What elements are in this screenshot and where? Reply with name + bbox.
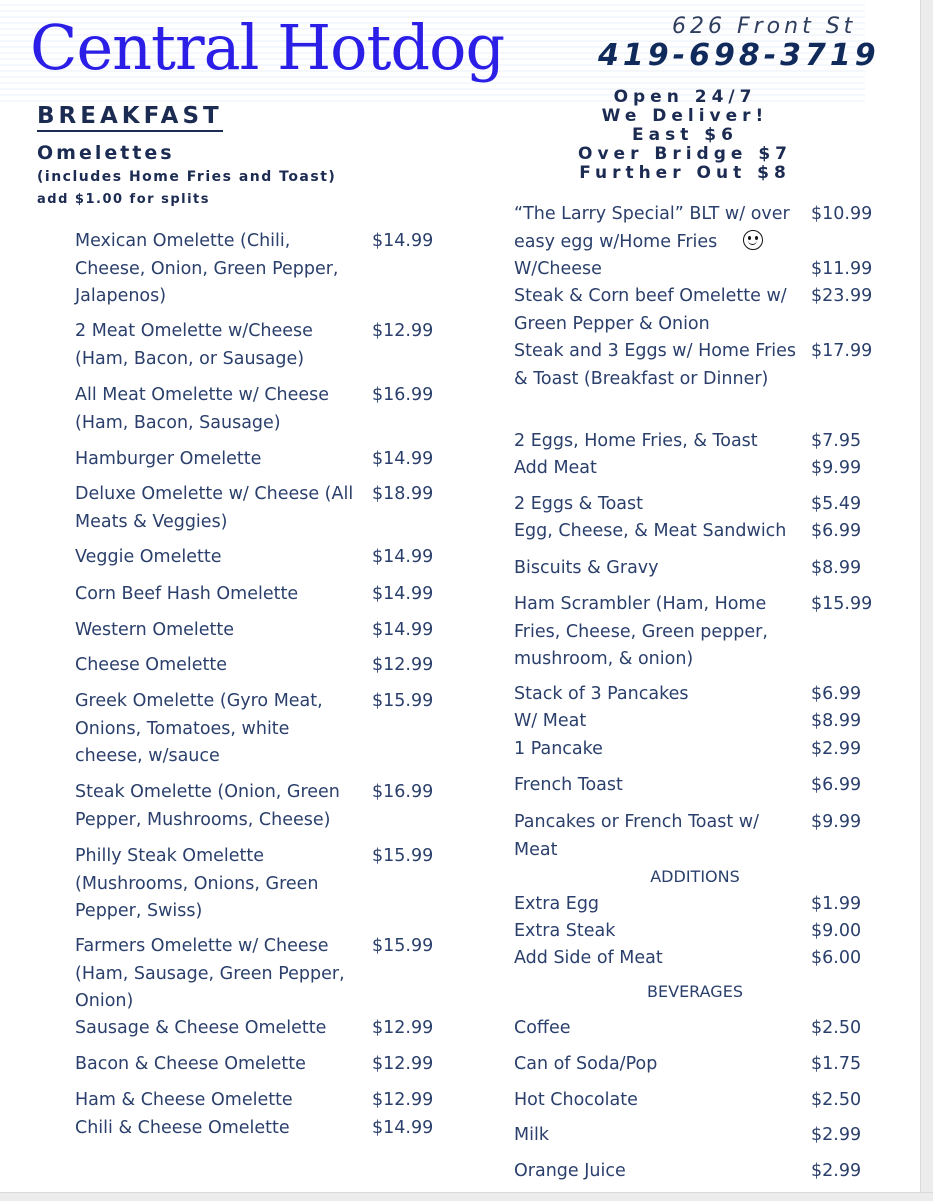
beverages-heading: BEVERAGES	[647, 982, 743, 1001]
item-name: Ham Scrambler (Ham, Home Fries, Cheese, Green pepper, mushroom, & onion)	[514, 594, 768, 669]
info-line: Open 24/7	[613, 87, 757, 107]
item-price: $12.99	[372, 1090, 434, 1110]
item-price: $12.99	[372, 655, 434, 675]
split-note: add $1.00 for splits	[37, 192, 210, 207]
restaurant-address: 626 Front St	[672, 14, 857, 39]
item-name: 1 Pancake	[514, 739, 603, 759]
additions-heading: ADDITIONS	[650, 867, 740, 886]
item-name: Egg, Cheese, & Meat Sandwich	[514, 521, 787, 541]
item-name: Cheese Omelette	[75, 655, 227, 675]
restaurant-name: Central Hotdog	[30, 11, 505, 84]
item-price: $12.99	[372, 321, 434, 341]
item-price: $2.50	[811, 1090, 862, 1110]
item-price: $5.49	[811, 494, 862, 514]
item-name: Coffee	[514, 1018, 571, 1038]
item-price: $6.99	[811, 521, 862, 541]
item-price: $1.75	[811, 1054, 862, 1074]
item-name: Hamburger Omelette	[75, 449, 262, 469]
includes-note: (includes Home Fries and Toast)	[37, 169, 337, 185]
info-line: East $6	[632, 125, 738, 145]
item-name: Orange Juice	[514, 1161, 626, 1181]
item-name: Deluxe Omelette w/ Cheese (All Meats & Veggies)	[75, 484, 354, 532]
info-line: We Deliver!	[601, 106, 769, 126]
info-line: Over Bridge $7	[578, 144, 792, 164]
item-price: $15.99	[372, 846, 434, 866]
item-price: $16.99	[372, 782, 434, 802]
item-name: Add Meat	[514, 458, 597, 478]
item-name-text: “The Larry Special” BLT w/ over easy egg w/Home Fries	[514, 204, 790, 252]
item-name: Sausage & Cheese Omelette	[75, 1018, 327, 1038]
item-name: Extra Steak	[514, 921, 616, 941]
item-name: Philly Steak Omelette (Mushrooms, Onions, Green Pepper, Swiss)	[75, 846, 319, 921]
item-price: $6.99	[811, 775, 862, 795]
item-price: $8.99	[811, 558, 862, 578]
item-price: $6.99	[811, 684, 862, 704]
item-name: Greek Omelette (Gyro Meat, Onions, Tomatoes, white cheese, w/sauce	[75, 691, 323, 766]
item-price: $14.99	[372, 620, 434, 640]
item-price: $14.99	[372, 449, 434, 469]
item-name: Milk	[514, 1125, 549, 1145]
item-price: $14.99	[372, 231, 434, 251]
item-name: W/Cheese	[514, 259, 602, 279]
item-price: $14.99	[372, 1118, 434, 1138]
item-name: Ham & Cheese Omelette	[75, 1090, 293, 1110]
item-name: Stack of 3 Pancakes	[514, 684, 689, 704]
item-name: Steak Omelette (Onion, Green Pepper, Mushrooms, Cheese)	[75, 782, 340, 830]
item-name: Steak & Corn beef Omelette w/ Green Pepper & Onion	[514, 286, 787, 334]
item-price: $18.99	[372, 484, 434, 504]
item-name: Veggie Omelette	[75, 547, 222, 567]
item-price: $15.99	[811, 594, 873, 614]
item-name: 2 Eggs, Home Fries, & Toast	[514, 431, 758, 451]
item-price: $10.99	[811, 204, 873, 224]
item-price: $15.99	[372, 691, 434, 711]
item-name: Chili & Cheese Omelette	[75, 1118, 290, 1138]
item-name: All Meat Omelette w/ Cheese (Ham, Bacon, Sausage)	[75, 385, 330, 433]
item-name: 2 Eggs & Toast	[514, 494, 643, 514]
smiley-face-icon	[743, 230, 763, 250]
item-price: $14.99	[372, 547, 434, 567]
item-price: $14.99	[372, 584, 434, 604]
item-price: $23.99	[811, 286, 873, 306]
hours-delivery-info	[545, 88, 825, 183]
item-price: $6.00	[811, 948, 862, 968]
item-name	[514, 201, 794, 256]
item-price: $16.99	[372, 385, 434, 405]
item-price: $12.99	[372, 1054, 434, 1074]
item-price: $2.99	[811, 1161, 862, 1181]
item-price: $12.99	[372, 1018, 434, 1038]
item-price: $9.99	[811, 812, 862, 832]
item-name: Western Omelette	[75, 620, 235, 640]
item-price: $2.99	[811, 1125, 862, 1145]
breakfast-heading: BREAKFAST	[37, 102, 223, 132]
item-name: Farmers Omelette w/ Cheese (Ham, Sausage, Green Pepper, Onion)	[75, 936, 345, 1011]
item-name: Corn Beef Hash Omelette	[75, 584, 299, 604]
item-price: $11.99	[811, 259, 873, 279]
item-price: $15.99	[372, 936, 434, 956]
item-price: $2.50	[811, 1018, 862, 1038]
item-name: Pancakes or French Toast w/ Meat	[514, 812, 759, 860]
item-price: $1.99	[811, 894, 862, 914]
item-name: Steak and 3 Eggs w/ Home Fries & Toast (Breakfast or Dinner)	[514, 341, 797, 389]
item-price: $17.99	[811, 341, 873, 361]
restaurant-phone: 419-698-3719	[598, 38, 880, 73]
item-name: Can of Soda/Pop	[514, 1054, 658, 1074]
item-price: $9.99	[811, 458, 862, 478]
info-line: Further Out $8	[579, 163, 791, 183]
item-name: Mexican Omelette (Chili, Cheese, Onion, Green Pepper, Jalapenos)	[75, 231, 339, 306]
item-name: W/ Meat	[514, 711, 587, 731]
omelettes-subheading: Omelettes	[37, 142, 175, 164]
page-edge-right	[920, 0, 933, 1200]
item-name: Extra Egg	[514, 894, 600, 914]
item-name: Biscuits & Gravy	[514, 558, 659, 578]
item-name: French Toast	[514, 775, 623, 795]
item-name: 2 Meat Omelette w/Cheese (Ham, Bacon, or Sausage)	[75, 321, 313, 369]
item-price: $9.00	[811, 921, 862, 941]
item-name: Bacon & Cheese Omelette	[75, 1054, 306, 1074]
item-price: $8.99	[811, 711, 862, 731]
item-name: Add Side of Meat	[514, 948, 663, 968]
item-name: Hot Chocolate	[514, 1090, 638, 1110]
item-price: $7.95	[811, 431, 862, 451]
item-price: $2.99	[811, 739, 862, 759]
